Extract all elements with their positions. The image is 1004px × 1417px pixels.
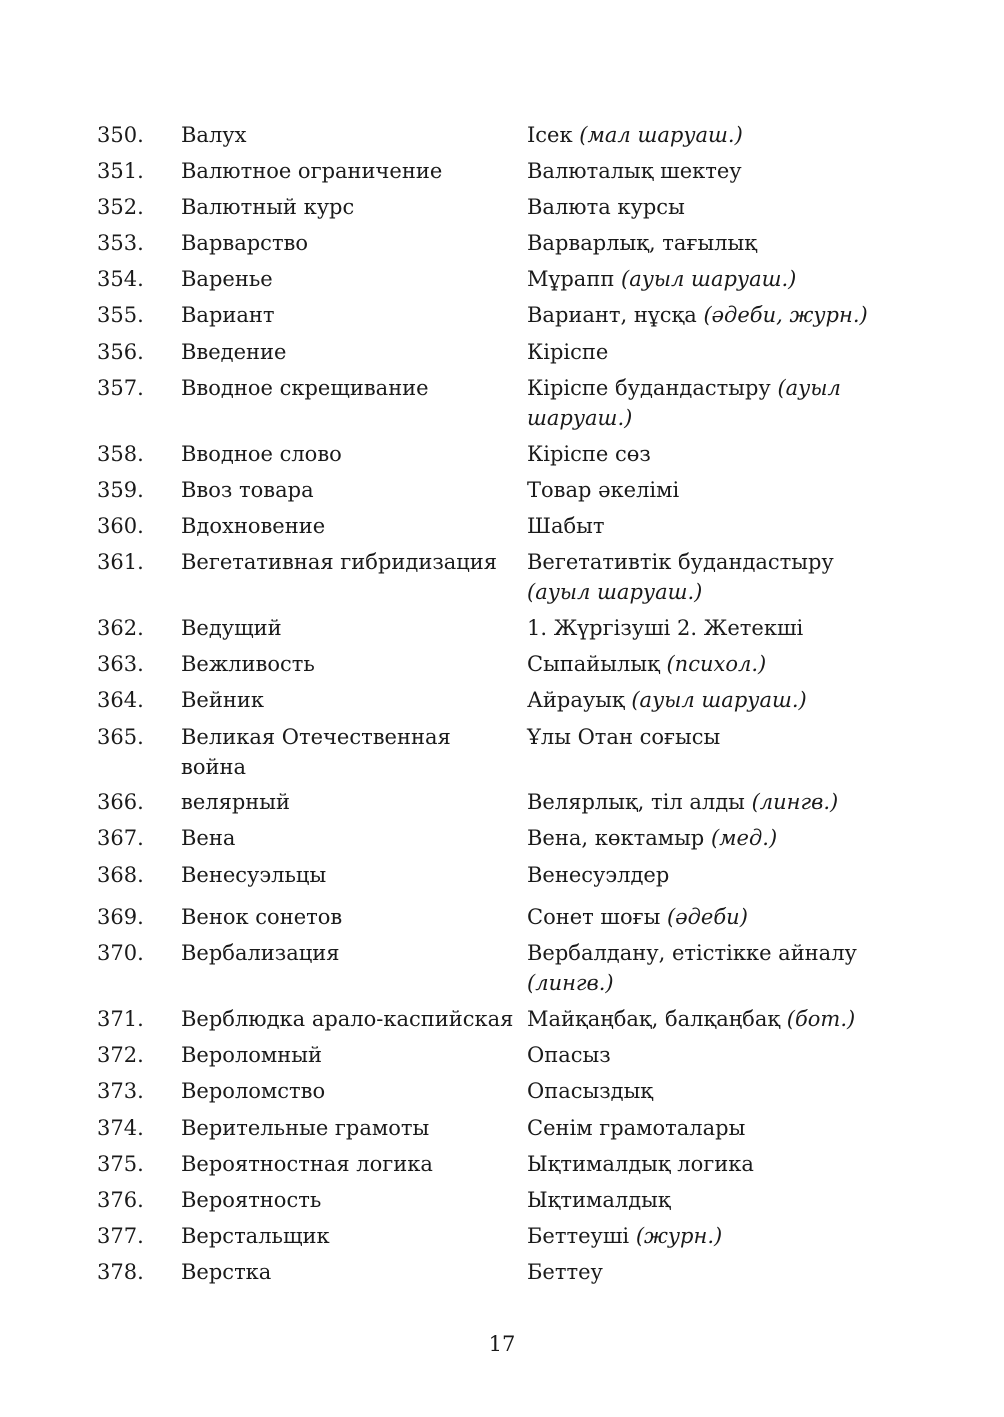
entry-number: 362. [97,616,144,640]
glossary-entry [0,439,1004,475]
russian-term: Валютный курс [181,195,355,219]
glossary-entry [0,300,1004,337]
kazakh-term [527,511,872,541]
glossary-entry [0,685,1004,722]
russian-term: Валух [181,123,247,147]
kazakh-translation: Сенім грамоталары [527,1116,746,1140]
kazakh-translation: Ұлы Отан соғысы [527,725,721,749]
kazakh-translation: Вегетативтік будандастыру [527,550,834,574]
domain-note: (бот.) [786,1007,856,1031]
glossary-entry [0,373,1004,439]
entry-number: 369. [97,905,144,929]
entry-number: 368. [97,863,144,887]
domain-note: (журн.) [635,1224,723,1248]
russian-term: Варенье [181,267,273,291]
kazakh-term [527,860,872,890]
kazakh-term [527,228,872,258]
entry-number: 354. [97,267,144,291]
entry-number: 352. [97,195,144,219]
kazakh-term [527,120,872,150]
kazakh-translation: Вариант, нұсқа [527,303,697,327]
kazakh-translation: Сонет шоғы [527,905,661,929]
entry-number: 376. [97,1188,144,1212]
russian-term: велярный [181,790,290,814]
entry-number: 374. [97,1116,144,1140]
russian-term: Валютное ограничение [181,159,443,183]
glossary-entry [0,1221,1004,1257]
glossary-entry [0,337,1004,373]
russian-term: Вегетативная гибридизация [181,550,498,574]
entry-number: 364. [97,688,144,712]
glossary-entry [0,613,1004,649]
kazakh-term [527,373,872,433]
entry-number: 360. [97,514,144,538]
kazakh-translation: Кіріспе сөз [527,442,651,466]
glossary-entry [0,228,1004,264]
domain-note: (ауыл шаруаш.) [527,376,841,430]
entry-number: 366. [97,790,144,814]
kazakh-translation: Майқаңбақ, балқаңбақ [527,1007,781,1031]
glossary-entry [0,722,1004,787]
kazakh-term [527,1004,872,1034]
russian-term: Вербализация [181,941,340,965]
kazakh-term [527,192,872,222]
entry-number: 356. [97,340,144,364]
domain-note: (әдеби) [667,905,748,929]
kazakh-translation: Айрауық [527,688,625,712]
kazakh-term [527,264,872,294]
russian-term: Вероятность [181,1188,322,1212]
glossary-entry [0,823,1004,860]
kazakh-term [527,1221,872,1251]
kazakh-translation: Ісек [527,123,573,147]
entry-number: 361. [97,550,144,574]
russian-term: Вводное скрещивание [181,376,429,400]
russian-term: Вейник [181,688,264,712]
kazakh-translation: Мұрапп [527,267,615,291]
entry-number: 357. [97,376,144,400]
entry-number: 367. [97,826,144,850]
kazakh-translation: Шабыт [527,514,605,538]
domain-note: (ауыл шаруаш.) [621,267,797,291]
kazakh-translation: Венесуэлдер [527,863,670,887]
russian-term: Венок сонетов [181,905,343,929]
kazakh-term [527,475,872,505]
domain-note: (мед.) [710,826,778,850]
kazakh-term [527,823,872,853]
glossary-entry [0,1185,1004,1221]
glossary-entry [0,860,1004,902]
entry-number: 355. [97,303,144,327]
russian-term: Верблюдка арало-каспийская [181,1007,514,1031]
glossary-entry [0,120,1004,156]
russian-term: Вероломство [181,1079,326,1103]
kazakh-term [527,902,872,932]
kazakh-translation: Ықтималдық [527,1188,671,1212]
entry-number: 371. [97,1007,144,1031]
kazakh-translation: Вена, көктамыр [527,826,705,850]
entry-number: 372. [97,1043,144,1067]
page-number: 17 [488,1332,516,1356]
glossary-entry [0,156,1004,192]
glossary-entry [0,1040,1004,1076]
glossary-entry [0,787,1004,823]
glossary-entry [0,1113,1004,1149]
glossary-entry [0,475,1004,511]
russian-term: Вежливость [181,652,315,676]
russian-term: Верстальщик [181,1224,330,1248]
kazakh-term [527,1076,872,1106]
entry-number: 358. [97,442,144,466]
russian-term: Великая Отечественная война [181,725,451,779]
glossary-list [0,120,1004,1293]
kazakh-term [527,1185,872,1215]
entry-number: 373. [97,1079,144,1103]
kazakh-term [527,439,872,469]
entry-number: 350. [97,123,144,147]
kazakh-translation: Вербалдану, етістікке айналу [527,941,857,965]
russian-term: Ведущий [181,616,282,640]
russian-term: Вена [181,826,236,850]
russian-term: Вероломный [181,1043,322,1067]
glossary-entry [0,264,1004,300]
glossary-entry [0,1149,1004,1185]
kazakh-translation: Сыпайылық [527,652,660,676]
entry-number: 359. [97,478,144,502]
kazakh-translation: Валюталық шектеу [527,159,742,183]
kazakh-translation: Кіріспе будандастыру [527,376,771,400]
glossary-entry [0,192,1004,228]
entry-number: 365. [97,725,144,749]
glossary-entry [0,649,1004,685]
russian-term: Варварство [181,231,309,255]
kazakh-translation: Валюта курсы [527,195,685,219]
russian-term: Введение [181,340,287,364]
entry-number: 351. [97,159,144,183]
entry-number: 375. [97,1152,144,1176]
russian-term: Вдохновение [181,514,326,538]
glossary-entry [0,511,1004,547]
kazakh-term [527,938,872,998]
domain-note: (психол.) [666,652,767,676]
glossary-entry [0,547,1004,613]
glossary-entry [0,1076,1004,1113]
kazakh-translation: Варварлық, тағылық [527,231,757,255]
domain-note: (мал шаруаш.) [579,123,743,147]
kazakh-term [527,1257,872,1287]
kazakh-term [527,649,872,679]
kazakh-term [527,1040,872,1070]
russian-term: Венесуэльцы [181,863,327,887]
kazakh-translation: Опасыз [527,1043,611,1067]
russian-term: Верительные грамоты [181,1116,430,1140]
kazakh-term [527,722,872,752]
kazakh-term [527,1149,872,1179]
entry-number: 363. [97,652,144,676]
kazakh-translation: Ықтималдық логика [527,1152,754,1176]
kazakh-translation: Велярлық, тіл алды [527,790,745,814]
russian-term: Вводное слово [181,442,342,466]
glossary-entry [0,902,1004,938]
glossary-entry [0,1257,1004,1293]
glossary-entry [0,938,1004,1004]
entry-number: 377. [97,1224,144,1248]
kazakh-term [527,156,872,186]
kazakh-term [527,685,872,715]
entry-number: 353. [97,231,144,255]
entry-number: 370. [97,941,144,965]
kazakh-term [527,337,872,367]
kazakh-translation: Товар әкелімі [527,478,680,502]
kazakh-term [527,1113,872,1143]
kazakh-term [527,300,872,330]
domain-note: (ауыл шаруаш.) [631,688,807,712]
kazakh-translation: Беттеуші [527,1224,630,1248]
domain-note: (әдеби, журн.) [703,303,868,327]
russian-term: Вероятностная логика [181,1152,433,1176]
kazakh-translation: Кіріспе [527,340,609,364]
domain-note: (ауыл шаруаш.) [527,580,703,604]
kazakh-translation: 1. Жүргізуші 2. Жетекші [527,616,804,640]
entry-number: 378. [97,1260,144,1284]
kazakh-term [527,613,872,643]
kazakh-term [527,787,872,817]
kazakh-translation: Опасыздық [527,1079,654,1103]
russian-term: Ввоз товара [181,478,314,502]
russian-term: Верстка [181,1260,272,1284]
russian-term: Вариант [181,303,275,327]
kazakh-translation: Беттеу [527,1260,603,1284]
glossary-entry [0,1004,1004,1040]
domain-note: (лингв.) [527,971,614,995]
kazakh-term [527,547,872,607]
domain-note: (лингв.) [751,790,839,814]
